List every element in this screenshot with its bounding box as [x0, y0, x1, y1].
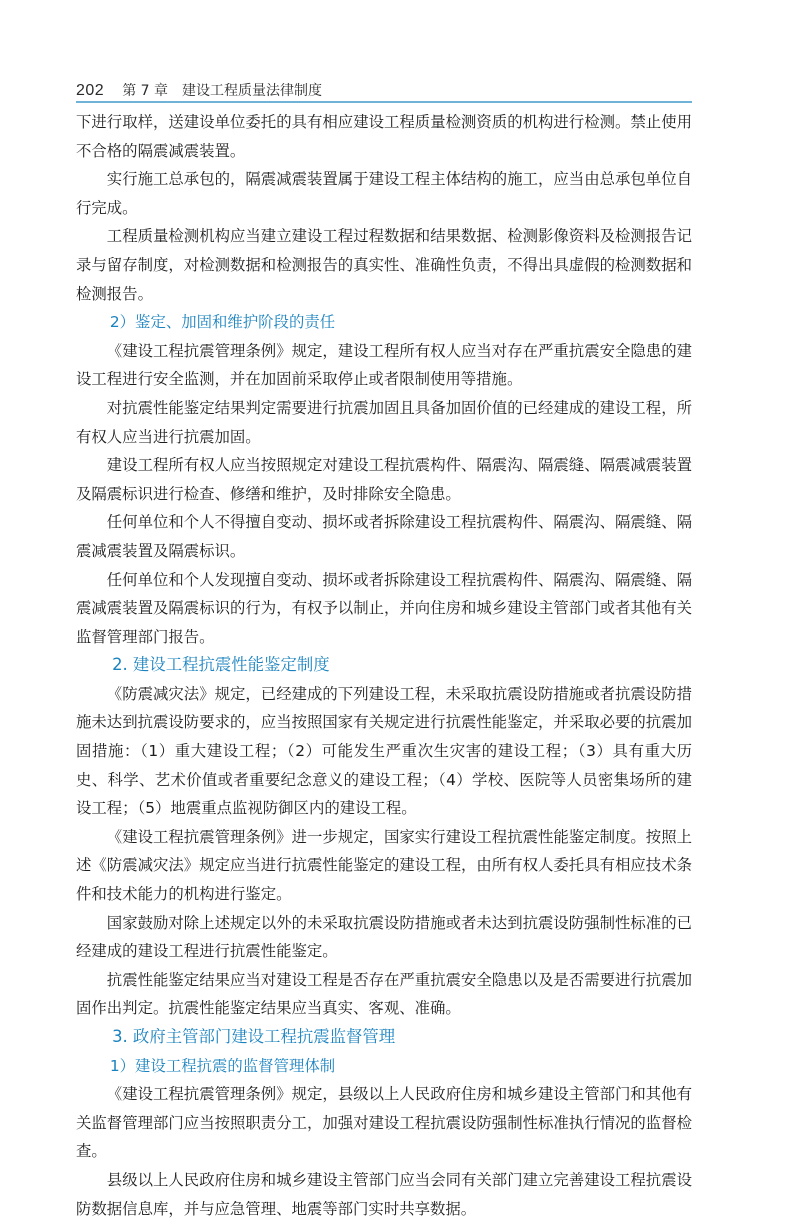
- page-body: [76, 108, 692, 1223]
- paragraph: 抗震性能鉴定结果应当对建设工程是否存在严重抗震安全隐患以及是否需要进行抗震加固作出判定。抗震性能鉴定结果应当真实、客观、准确。: [76, 970, 692, 1018]
- paragraph: 《建设工程抗震管理条例》规定，县级以上人民政府住房和城乡建设主管部门和其他有关监督管理部门应当按照职责分工，加强对建设工程抗震设防强制性标准执行情况的监督检查。: [76, 1085, 692, 1161]
- page-number: 202: [76, 82, 105, 99]
- paragraph: 对抗震性能鉴定结果判定需要进行抗震加固且具备加固价值的已经建成的建设工程，所有权人应当进行抗震加固。: [76, 398, 692, 446]
- paragraph: 《防震减灾法》规定，已经建成的下列建设工程，未采取抗震设防措施或者抗震设防措施未达到抗震设防要求的，应当按照国家有关规定进行抗震性能鉴定，并采取必要的抗震加固措施：（1）重大建设工程；（2）可能发生严重次生灾害的建设工程；（3）具有重大历史、科学、艺术价值或者重要纪念意义的建设工程；（4）学校、医院等人员密集场所的建设工程；（5）地震重点监视防御区内的建设工程。: [76, 684, 692, 818]
- paragraph: 下进行取样，送建设单位委托的具有相应建设工程质量检测资质的机构进行检测。禁止使用不合格的隔震减震装置。: [76, 113, 692, 160]
- chapter-number: 第 7 章: [122, 83, 169, 99]
- section-heading: 3. 政府主管部门建设工程抗震监督管理: [112, 1027, 396, 1046]
- paragraph: 县级以上人民政府住房和城乡建设主管部门应当会同有关部门建立完善建设工程抗震设防数据信息库，并与应急管理、地震等部门实时共享数据。: [76, 1170, 692, 1218]
- section-heading: 2. 建设工程抗震性能鉴定制度: [112, 655, 330, 675]
- subsection-heading: 1）建设工程抗震的监督管理体制: [109, 1056, 336, 1075]
- paragraph: 《建设工程抗震管理条例》进一步规定，国家实行建设工程抗震性能鉴定制度。按照上述《防震减灾法》规定应当进行抗震性能鉴定的建设工程，由所有权人委托具有相应技术条件和技术能力的机构进行鉴定。: [76, 827, 692, 904]
- paragraph: 建设工程所有权人应当按照规定对建设工程抗震构件、隔震沟、隔震缝、隔震减震装置及隔震标识进行检查、修缮和维护，及时排除安全隐患。: [76, 456, 692, 503]
- paragraph: 实行施工总承包的，隔震减震装置属于建设工程主体结构的施工，应当由总承包单位自行完成。: [76, 170, 692, 217]
- paragraph: 任何单位和个人不得擅自变动、损坏或者拆除建设工程抗震构件、隔震沟、隔震缝、隔震减震装置及隔震标识。: [76, 513, 692, 560]
- chapter-title: 建设工程质量法律制度: [182, 83, 323, 99]
- paragraph: 任何单位和个人发现擅自变动、损坏或者拆除建设工程抗震构件、隔震沟、隔震缝、隔震减震装置及隔震标识的行为，有权予以制止，并向住房和城乡建设主管部门或者其他有关监督管理部门报告。: [76, 570, 692, 646]
- paragraph: 工程质量检测机构应当建立建设工程过程数据和结果数据、检测影像资料及检测报告记录与留存制度，对检测数据和检测报告的真实性、准确性负责，不得出具虚假的检测数据和检测报告。: [76, 227, 692, 303]
- paragraph: 国家鼓励对除上述规定以外的未采取抗震设防措施或者未达到抗震设防强制性标准的已经建成的建设工程进行抗震性能鉴定。: [76, 913, 692, 961]
- running-header: [76, 76, 692, 100]
- header-divider: [76, 101, 692, 103]
- paragraph: 《建设工程抗震管理条例》规定，建设工程所有权人应当对存在严重抗震安全隐患的建设工程进行安全监测，并在加固前采取停止或者限制使用等措施。: [76, 341, 692, 389]
- subsection-heading: 2）鉴定、加固和维护阶段的责任: [109, 313, 336, 332]
